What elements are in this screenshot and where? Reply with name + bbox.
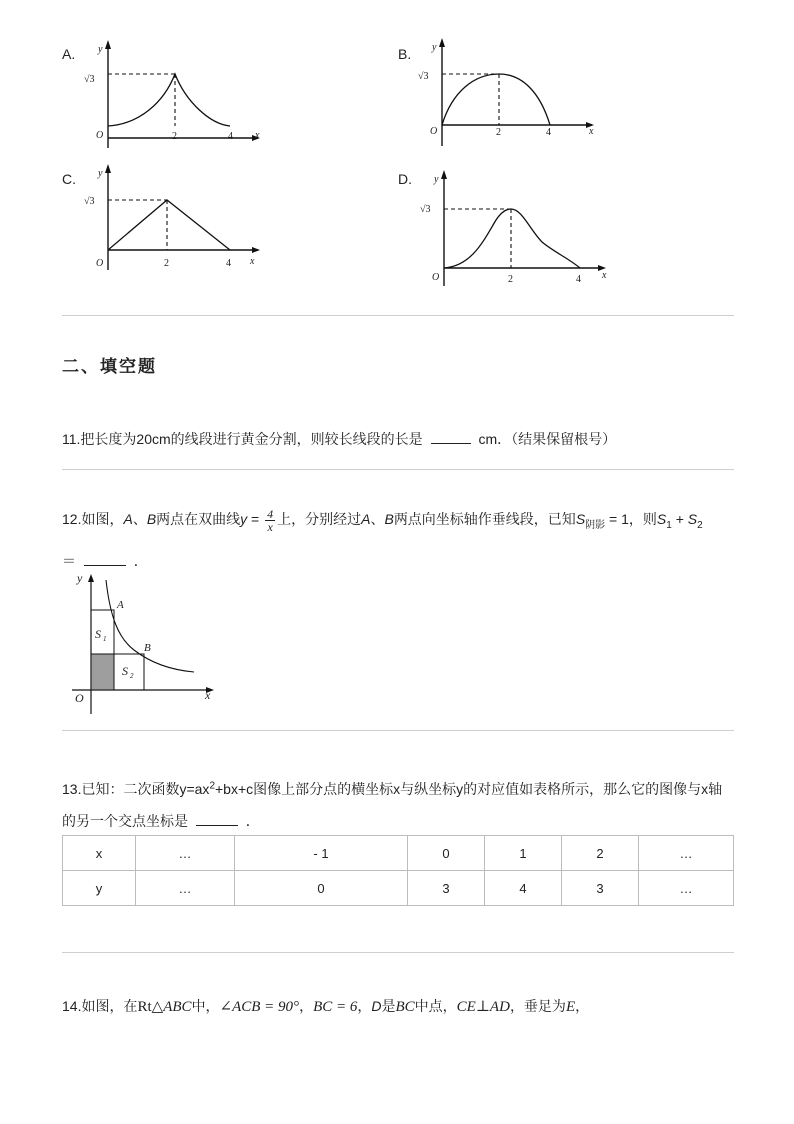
- option-d-tick-end: 4: [576, 274, 581, 285]
- point-e-label: E: [565, 999, 576, 1015]
- equals-sign: ＝: [62, 553, 76, 569]
- option-b-x-label: x: [589, 126, 594, 137]
- figure-origin-label: O: [75, 691, 84, 705]
- hyperbola-curve: [106, 580, 194, 672]
- separator: 、: [370, 511, 385, 527]
- figure-x-label: x: [205, 688, 211, 702]
- option-d-y-label: y: [434, 174, 439, 185]
- fraction-denominator: x: [267, 519, 273, 534]
- table-cell: y: [63, 871, 136, 906]
- period: ．: [245, 813, 260, 829]
- length-condition: BC = 6: [313, 999, 358, 1015]
- triangle-name: ABC: [163, 999, 192, 1015]
- option-b-tick-mid: 2: [496, 127, 501, 138]
- equation-y: y: [240, 511, 248, 527]
- answer-blank-13[interactable]: [196, 813, 238, 826]
- segment-bc: BC: [395, 999, 415, 1015]
- question-14: [62, 996, 589, 1016]
- divider: [62, 730, 734, 731]
- question-12-figure: [62, 566, 222, 716]
- table-cell: 3: [562, 871, 639, 906]
- option-c-ymark: √3: [84, 196, 95, 207]
- option-d-curve: [444, 209, 580, 268]
- triangle-symbol: Rt△: [137, 999, 164, 1015]
- period: ．: [133, 553, 148, 569]
- question-14-text-2: 中，: [191, 998, 220, 1014]
- question-13-line-2: [62, 811, 260, 831]
- figure-s2-label: S: [122, 664, 128, 678]
- comma: ，: [299, 998, 314, 1014]
- option-a-label: A.: [62, 46, 76, 62]
- figure-s2-subscript: 2: [130, 672, 134, 680]
- separator: 、: [132, 511, 147, 527]
- option-d-x-label: x: [602, 270, 607, 281]
- question-13-text-3: 的另一个交点坐标是: [62, 813, 188, 829]
- option-c-x-label: x: [250, 256, 255, 267]
- question-14-text-5: ，垂足为: [509, 998, 566, 1014]
- option-d-origin: O: [432, 272, 440, 283]
- question-13-text: 13.已知：二次函数y=ax: [62, 781, 210, 797]
- option-d-graph: [412, 168, 612, 288]
- option-c-origin: O: [96, 258, 104, 269]
- table-cell: 4: [485, 871, 562, 906]
- plus: +: [671, 511, 688, 527]
- table-cell: …: [639, 836, 734, 871]
- answer-blank-11[interactable]: [431, 431, 471, 444]
- table-cell: 3: [408, 871, 485, 906]
- hyperbola-fraction: [265, 508, 275, 533]
- exponent: 2: [209, 780, 215, 792]
- option-c-tick-end: 4: [226, 258, 231, 269]
- option-a-graph: [78, 38, 268, 148]
- s1-subscript: 1: [666, 519, 672, 531]
- option-d-label: D.: [398, 171, 412, 187]
- option-c-curve: [108, 200, 230, 250]
- option-a-x-label: x: [255, 130, 260, 141]
- option-b-origin: O: [430, 126, 438, 137]
- angle-condition: ∠ACB = 90°: [219, 999, 300, 1015]
- option-a-curve: [108, 74, 230, 126]
- option-d-tick-mid: 2: [508, 274, 513, 285]
- s1-label: S: [656, 511, 667, 527]
- question-13-text-2: +bx+c图像上部分点的横坐标x与纵坐标y的对应值如表格所示，那么它的图像与x轴: [215, 781, 723, 797]
- question-11-unit: cm．（结果保留根号）: [478, 431, 617, 447]
- equals: =: [247, 511, 264, 527]
- comma: ，: [357, 998, 372, 1014]
- table-cell: …: [639, 871, 734, 906]
- shaded-value: = 1，则: [605, 511, 657, 527]
- perpendicular-condition: CE⊥AD: [456, 999, 510, 1015]
- question-14-text-3: 是: [381, 998, 396, 1014]
- fraction-numerator: 4: [267, 506, 274, 521]
- table-cell: 2: [562, 836, 639, 871]
- table-cell: 1: [485, 836, 562, 871]
- s2-label: S: [687, 511, 698, 527]
- option-b-graph: [412, 36, 602, 146]
- divider: [62, 952, 734, 953]
- point-a-label: A: [123, 511, 133, 527]
- option-b-tick-end: 4: [546, 127, 551, 138]
- option-c-y-label: y: [98, 168, 103, 179]
- table-row: [63, 836, 734, 871]
- point-d-label: D: [371, 998, 382, 1014]
- divider: [62, 315, 734, 316]
- answer-blank-12[interactable]: [84, 553, 126, 566]
- figure-s1-label: S: [95, 627, 101, 641]
- point-b-label: B: [384, 511, 394, 527]
- figure-point-b: B: [144, 642, 151, 654]
- question-12-intro: 12.如图，: [62, 511, 124, 527]
- question-14-text: 14.如图，在: [62, 998, 138, 1014]
- option-a-ymark: √3: [84, 74, 95, 85]
- shaded-region: [91, 654, 114, 690]
- question-12-text-3: 两点向坐标轴作垂线段，已知: [393, 511, 576, 527]
- shaded-subscript: 阴影: [585, 519, 606, 531]
- option-b-ymark: √3: [418, 71, 429, 82]
- section-title: 二、填空题: [62, 357, 157, 376]
- figure-y-label: y: [77, 571, 83, 585]
- question-11-text: 11.把长度为20cm的线段进行黄金分割，则较长线段的长是: [62, 431, 423, 447]
- question-12: [62, 503, 703, 535]
- question-14-text-4: 中点，: [414, 998, 457, 1014]
- option-d-ymark: √3: [420, 204, 431, 215]
- option-c-graph: [78, 162, 268, 272]
- table-cell: …: [136, 871, 235, 906]
- comma: ，: [575, 998, 590, 1014]
- option-b-curve: [442, 74, 550, 125]
- figure-s1-subscript: 1: [103, 635, 107, 643]
- option-c-tick-mid: 2: [164, 258, 169, 269]
- s-shaded: S: [575, 511, 586, 527]
- s2-subscript: 2: [697, 519, 703, 531]
- question-13: [62, 779, 722, 799]
- divider: [62, 469, 734, 470]
- table-cell: - 1: [235, 836, 408, 871]
- option-a-origin: O: [96, 130, 104, 141]
- question-12-text-2: 上，分别经过: [277, 511, 362, 527]
- option-b-y-label: y: [432, 42, 437, 53]
- option-b-label: B.: [398, 46, 412, 62]
- table-cell: x: [63, 836, 136, 871]
- figure-point-a: A: [117, 599, 124, 611]
- point-b-label: B: [146, 511, 157, 527]
- option-a-tick-end: 4: [228, 131, 233, 142]
- table-cell: 0: [235, 871, 408, 906]
- option-a-y-label: y: [98, 44, 103, 55]
- value-table: [62, 835, 734, 906]
- question-11: [62, 429, 616, 449]
- point-a-label: A: [361, 511, 371, 527]
- table-row: [63, 871, 734, 906]
- table-cell: …: [136, 836, 235, 871]
- question-12-text: 两点在双曲线: [156, 511, 241, 527]
- table-cell: 0: [408, 836, 485, 871]
- option-a-tick-mid: 2: [172, 131, 177, 142]
- option-c-label: C.: [62, 171, 76, 187]
